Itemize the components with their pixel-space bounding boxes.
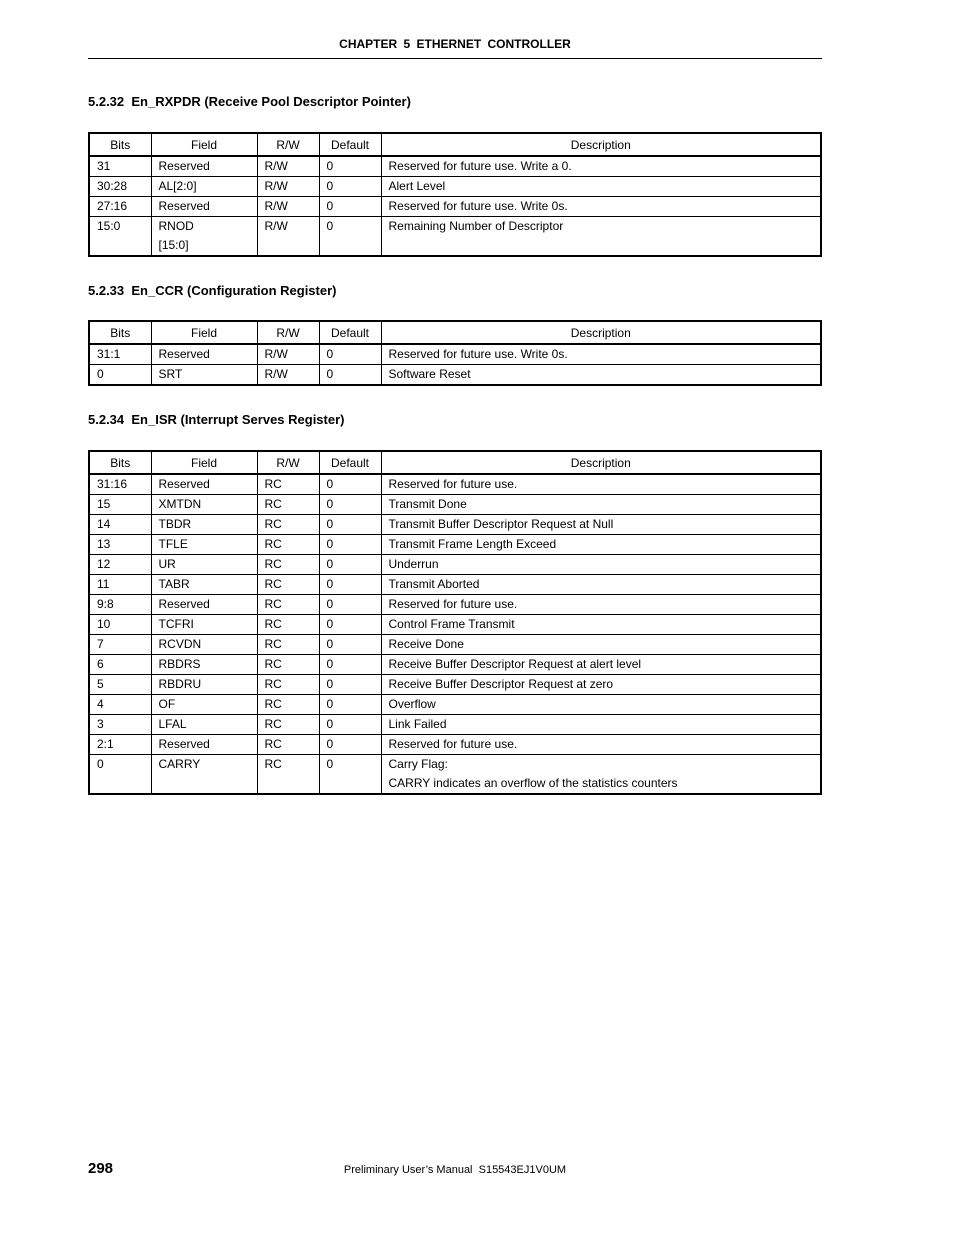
cell-description-line: Receive Buffer Descriptor Request at zero (388, 677, 614, 691)
column-header-description: Description (381, 133, 821, 156)
cell-description (381, 217, 821, 257)
cell-bits: 2:1 (89, 735, 151, 755)
cell-rw: RC (257, 655, 319, 675)
table-row (89, 715, 821, 735)
cell-description-line: Software Reset (388, 367, 471, 381)
table-row (89, 655, 821, 675)
cell-bits: 3 (89, 715, 151, 735)
cell-bits: 27:16 (89, 197, 151, 217)
cell-field (151, 695, 257, 715)
cell-field-line: OF (158, 697, 176, 711)
cell-description (381, 715, 821, 735)
cell-description (381, 655, 821, 675)
chapter-header: CHAPTER 5 ETHERNET CONTROLLER (339, 37, 571, 51)
column-header-default: Default (319, 451, 381, 474)
cell-description (381, 197, 821, 217)
cell-description-line: Remaining Number of Descriptor (388, 219, 564, 233)
cell-rw: RC (257, 535, 319, 555)
column-header-rw: R/W (257, 451, 319, 474)
cell-description-line: Receive Buffer Descriptor Request at alert level (388, 657, 642, 671)
cell-rw: R/W (257, 217, 319, 257)
cell-default: 0 (319, 615, 381, 635)
cell-field-line: Reserved (158, 347, 210, 361)
cell-description (381, 156, 821, 177)
cell-rw: RC (257, 715, 319, 735)
cell-description (381, 177, 821, 197)
cell-rw: RC (257, 695, 319, 715)
cell-rw: RC (257, 555, 319, 575)
cell-default: 0 (319, 495, 381, 515)
cell-description-line: Reserved for future use. Write 0s. (388, 199, 568, 213)
cell-field-line: Reserved (158, 199, 210, 213)
cell-description (381, 615, 821, 635)
table-row (89, 474, 821, 495)
cell-field (151, 217, 257, 257)
cell-default: 0 (319, 197, 381, 217)
cell-default: 0 (319, 755, 381, 795)
cell-field (151, 755, 257, 795)
column-header-bits: Bits (89, 133, 151, 156)
table-row (89, 156, 821, 177)
cell-field (151, 177, 257, 197)
cell-bits: 10 (89, 615, 151, 635)
cell-field-line: AL[2:0] (158, 179, 197, 193)
table-row (89, 695, 821, 715)
register-table-isr (88, 450, 822, 795)
cell-field-line: CARRY (158, 757, 201, 771)
cell-field-line: TABR (158, 577, 190, 591)
column-header-rw: R/W (257, 133, 319, 156)
cell-field-line: Reserved (158, 737, 210, 751)
cell-field (151, 474, 257, 495)
cell-description (381, 575, 821, 595)
cell-default: 0 (319, 635, 381, 655)
cell-field-line: Reserved (158, 477, 210, 491)
cell-field (151, 735, 257, 755)
cell-default: 0 (319, 655, 381, 675)
column-header-field: Field (151, 321, 257, 344)
table-row (89, 595, 821, 615)
cell-default: 0 (319, 474, 381, 495)
column-header-bits: Bits (89, 451, 151, 474)
cell-description-line: Receive Done (388, 637, 464, 651)
cell-description (381, 515, 821, 535)
column-header-rw: R/W (257, 321, 319, 344)
cell-description (381, 735, 821, 755)
cell-rw: R/W (257, 177, 319, 197)
table-row (89, 535, 821, 555)
cell-field (151, 365, 257, 386)
cell-field (151, 675, 257, 695)
cell-field (151, 156, 257, 177)
cell-description-line: Reserved for future use. (388, 737, 518, 751)
cell-field (151, 495, 257, 515)
section-title-ccr: 5.2.33 En_CCR (Configuration Register) (88, 283, 337, 298)
cell-bits: 4 (89, 695, 151, 715)
cell-description (381, 555, 821, 575)
table-header-row (89, 321, 821, 344)
column-header-field: Field (151, 451, 257, 474)
cell-field-line: XMTDN (158, 497, 202, 511)
cell-bits: 15:0 (89, 217, 151, 257)
cell-description-line: Overflow (388, 697, 436, 711)
cell-rw: RC (257, 675, 319, 695)
cell-description (381, 675, 821, 695)
cell-bits: 9:8 (89, 595, 151, 615)
cell-description-line: Transmit Aborted (388, 577, 480, 591)
cell-field-line: RBDRU (158, 677, 202, 691)
cell-rw: RC (257, 635, 319, 655)
cell-description (381, 474, 821, 495)
cell-default: 0 (319, 217, 381, 257)
cell-description-line: Transmit Done (388, 497, 467, 511)
page-number: 298 (88, 1160, 114, 1177)
cell-bits: 6 (89, 655, 151, 675)
cell-bits: 5 (89, 675, 151, 695)
column-header-bits: Bits (89, 321, 151, 344)
cell-field (151, 555, 257, 575)
table-row (89, 635, 821, 655)
table-row (89, 615, 821, 635)
header-rule (88, 58, 822, 59)
table-header-row (89, 451, 821, 474)
cell-field-line: RBDRS (158, 657, 201, 671)
table-row (89, 575, 821, 595)
cell-default: 0 (319, 575, 381, 595)
cell-field (151, 535, 257, 555)
cell-field-line: TBDR (158, 517, 192, 531)
cell-field-line: TCFRI (158, 617, 194, 631)
cell-field (151, 715, 257, 735)
cell-field-line: LFAL (158, 717, 187, 731)
table-header-row (89, 133, 821, 156)
cell-rw: RC (257, 735, 319, 755)
cell-default: 0 (319, 695, 381, 715)
cell-field-line: UR (158, 557, 176, 571)
cell-description-line: Alert Level (388, 179, 446, 193)
register-table-rxpdr (88, 132, 822, 257)
table-row (89, 365, 821, 386)
column-header-description: Description (381, 321, 821, 344)
column-header-field: Field (151, 133, 257, 156)
cell-rw: RC (257, 474, 319, 495)
cell-rw: RC (257, 755, 319, 795)
cell-rw: R/W (257, 344, 319, 365)
cell-bits: 12 (89, 555, 151, 575)
cell-default: 0 (319, 515, 381, 535)
column-header-default: Default (319, 133, 381, 156)
table-row (89, 177, 821, 197)
cell-description (381, 535, 821, 555)
cell-description-line: Transmit Frame Length Exceed (388, 537, 557, 551)
cell-rw: RC (257, 595, 319, 615)
cell-default: 0 (319, 715, 381, 735)
cell-bits: 31:1 (89, 344, 151, 365)
table-row (89, 675, 821, 695)
section-title-isr: 5.2.34 En_ISR (Interrupt Serves Register) (88, 412, 345, 427)
cell-field (151, 575, 257, 595)
cell-field-line: Reserved (158, 159, 210, 173)
cell-rw: R/W (257, 365, 319, 386)
cell-description (381, 695, 821, 715)
cell-description-line: Reserved for future use. Write 0s. (388, 347, 568, 361)
table-row (89, 755, 821, 795)
cell-field (151, 655, 257, 675)
cell-bits: 0 (89, 365, 151, 386)
table-row (89, 344, 821, 365)
cell-field-line: SRT (158, 367, 183, 381)
cell-bits: 13 (89, 535, 151, 555)
cell-rw: R/W (257, 156, 319, 177)
cell-rw: R/W (257, 197, 319, 217)
cell-field-line: TFLE (158, 537, 188, 551)
cell-description-line: CARRY indicates an overflow of the statistics counters (388, 776, 678, 790)
cell-field (151, 635, 257, 655)
cell-field-line: RNOD (158, 219, 194, 233)
table-row (89, 495, 821, 515)
cell-default: 0 (319, 675, 381, 695)
cell-bits: 15 (89, 495, 151, 515)
cell-description (381, 495, 821, 515)
cell-description (381, 755, 821, 795)
table-row (89, 735, 821, 755)
cell-description (381, 595, 821, 615)
cell-description-line: Reserved for future use. Write a 0. (388, 159, 572, 173)
cell-field (151, 595, 257, 615)
cell-bits: 11 (89, 575, 151, 595)
cell-bits: 0 (89, 755, 151, 795)
cell-default: 0 (319, 555, 381, 575)
table-row (89, 515, 821, 535)
cell-bits: 31:16 (89, 474, 151, 495)
cell-field (151, 197, 257, 217)
cell-rw: RC (257, 495, 319, 515)
cell-description (381, 344, 821, 365)
cell-description-line: Link Failed (388, 717, 447, 731)
cell-description-line: Transmit Buffer Descriptor Request at Null (388, 517, 614, 531)
cell-field (151, 515, 257, 535)
cell-bits: 31 (89, 156, 151, 177)
table-row (89, 217, 821, 257)
cell-bits: 14 (89, 515, 151, 535)
cell-field (151, 344, 257, 365)
table-row (89, 197, 821, 217)
cell-description-line: Underrun (388, 557, 439, 571)
cell-field (151, 615, 257, 635)
table-row (89, 555, 821, 575)
cell-rw: RC (257, 515, 319, 535)
cell-default: 0 (319, 735, 381, 755)
cell-description-line: Reserved for future use. (388, 597, 518, 611)
cell-description-line: Control Frame Transmit (388, 617, 515, 631)
cell-default: 0 (319, 365, 381, 386)
column-header-default: Default (319, 321, 381, 344)
cell-bits: 7 (89, 635, 151, 655)
cell-default: 0 (319, 595, 381, 615)
document-id: Preliminary User’s Manual S15543EJ1V0UM (343, 1164, 567, 1176)
section-title-rxpdr: 5.2.32 En_RXPDR (Receive Pool Descriptor Pointer) (88, 94, 411, 109)
cell-description (381, 365, 821, 386)
cell-field-line: RCVDN (158, 637, 202, 651)
cell-field-line: Reserved (158, 597, 210, 611)
cell-field-line: [15:0] (158, 238, 189, 252)
cell-default: 0 (319, 156, 381, 177)
cell-default: 0 (319, 535, 381, 555)
register-table-ccr (88, 320, 822, 386)
cell-description (381, 635, 821, 655)
cell-bits: 30:28 (89, 177, 151, 197)
cell-rw: RC (257, 615, 319, 635)
cell-default: 0 (319, 177, 381, 197)
cell-rw: RC (257, 575, 319, 595)
cell-description-line: Reserved for future use. (388, 477, 518, 491)
cell-description-line: Carry Flag: (388, 757, 448, 771)
cell-default: 0 (319, 344, 381, 365)
column-header-description: Description (381, 451, 821, 474)
